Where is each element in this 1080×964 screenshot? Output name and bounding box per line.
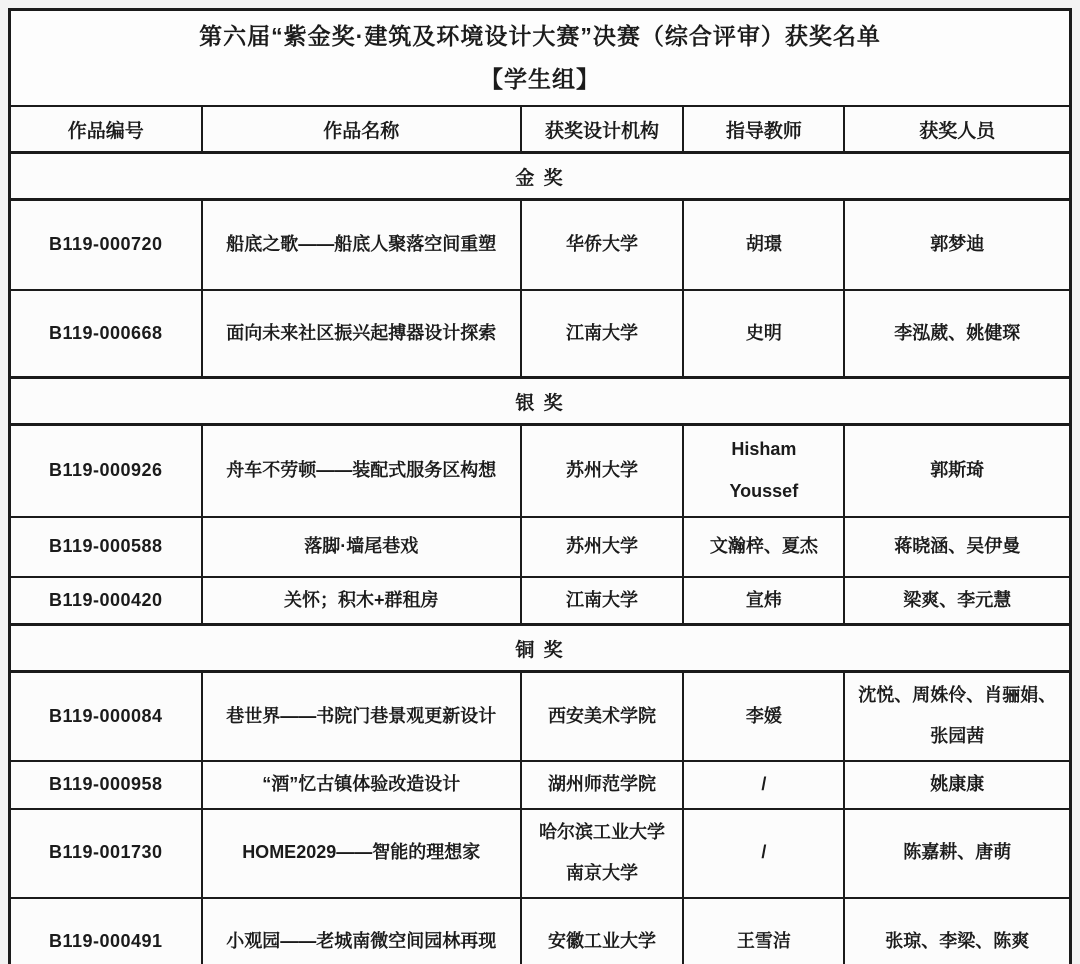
column-header-teacher: 指导教师 <box>683 106 844 153</box>
table-row <box>10 672 1071 761</box>
cell-winners: 梁爽、李元慧 <box>844 577 1070 625</box>
table-header-row <box>10 106 1071 153</box>
cell-teacher: / <box>683 761 844 809</box>
award-section-row <box>10 153 1071 200</box>
cell-institution: 安徽工业大学 <box>521 898 683 964</box>
cell-work-name: HOME2029——智能的理想家 <box>202 809 521 898</box>
cell-institution: 苏州大学 <box>521 517 683 577</box>
cell-teacher: Hisham Youssef <box>683 425 844 517</box>
cell-work-id: B119-000668 <box>10 290 202 378</box>
cell-work-id: B119-000720 <box>10 200 202 290</box>
cell-work-id: B119-000420 <box>10 577 202 625</box>
cell-teacher: 王雪洁 <box>683 898 844 964</box>
cell-teacher: 文瀚梓、夏杰 <box>683 517 844 577</box>
cell-winners: 蒋晓涵、吴伊曼 <box>844 517 1070 577</box>
cell-teacher: 李媛 <box>683 672 844 761</box>
awards-table <box>8 8 1072 964</box>
award-section-row <box>10 625 1071 672</box>
cell-institution: 苏州大学 <box>521 425 683 517</box>
cell-institution: 西安美术学院 <box>521 672 683 761</box>
table-row <box>10 290 1071 378</box>
cell-teacher: / <box>683 809 844 898</box>
column-header-work-name: 作品名称 <box>202 106 521 153</box>
cell-institution: 江南大学 <box>521 577 683 625</box>
cell-work-id: B119-000588 <box>10 517 202 577</box>
table-row <box>10 517 1071 577</box>
cell-work-id: B119-000958 <box>10 761 202 809</box>
cell-teacher: 史明 <box>683 290 844 378</box>
cell-work-name: 面向未来社区振兴起搏器设计探索 <box>202 290 521 378</box>
award-section-label: 金 奖 <box>10 153 1071 200</box>
award-section-label: 银 奖 <box>10 378 1071 425</box>
cell-winners: 沈悦、周姝伶、肖骊娟、张园茜 <box>844 672 1070 761</box>
cell-winners: 郭梦迪 <box>844 200 1070 290</box>
column-header-institution: 获奖设计机构 <box>521 106 683 153</box>
cell-work-name: 关怀；积木+群租房 <box>202 577 521 625</box>
table-row <box>10 425 1071 517</box>
document-title-line2: 【学生组】 <box>480 66 600 92</box>
document-title <box>10 10 1071 107</box>
column-header-winners: 获奖人员 <box>844 106 1070 153</box>
award-section-row <box>10 378 1071 425</box>
cell-winners: 姚康康 <box>844 761 1070 809</box>
cell-institution: 湖州师范学院 <box>521 761 683 809</box>
cell-work-name: 船底之歌——船底人聚落空间重塑 <box>202 200 521 290</box>
column-header-work-id: 作品编号 <box>10 106 202 153</box>
award-section-label: 铜 奖 <box>10 625 1071 672</box>
cell-institution: 哈尔滨工业大学 南京大学 <box>521 809 683 898</box>
cell-work-id: B119-000491 <box>10 898 202 964</box>
cell-work-id: B119-000084 <box>10 672 202 761</box>
cell-winners: 郭斯琦 <box>844 425 1070 517</box>
cell-winners: 张琼、李梁、陈爽 <box>844 898 1070 964</box>
cell-work-id: B119-001730 <box>10 809 202 898</box>
awards-table-body <box>10 153 1071 964</box>
table-row <box>10 200 1071 290</box>
cell-winners: 陈嘉耕、唐萌 <box>844 809 1070 898</box>
cell-work-name: “酒”忆古镇体验改造设计 <box>202 761 521 809</box>
cell-work-id: B119-000926 <box>10 425 202 517</box>
cell-winners: 李泓葳、姚健琛 <box>844 290 1070 378</box>
cell-work-name: 小观园——老城南微空间园林再现 <box>202 898 521 964</box>
cell-teacher: 宣炜 <box>683 577 844 625</box>
cell-work-name: 舟车不劳顿——装配式服务区构想 <box>202 425 521 517</box>
cell-work-name: 巷世界——书院门巷景观更新设计 <box>202 672 521 761</box>
cell-institution: 华侨大学 <box>521 200 683 290</box>
cell-institution: 江南大学 <box>521 290 683 378</box>
table-row <box>10 761 1071 809</box>
table-row <box>10 809 1071 898</box>
document-title-line1: 第六届“紫金奖·建筑及环境设计大赛”决赛（综合评审）获奖名单 <box>199 23 881 49</box>
table-row <box>10 898 1071 964</box>
cell-teacher: 胡璟 <box>683 200 844 290</box>
cell-work-name: 落脚·墙尾巷戏 <box>202 517 521 577</box>
table-row <box>10 577 1071 625</box>
document-title-row <box>10 10 1071 107</box>
